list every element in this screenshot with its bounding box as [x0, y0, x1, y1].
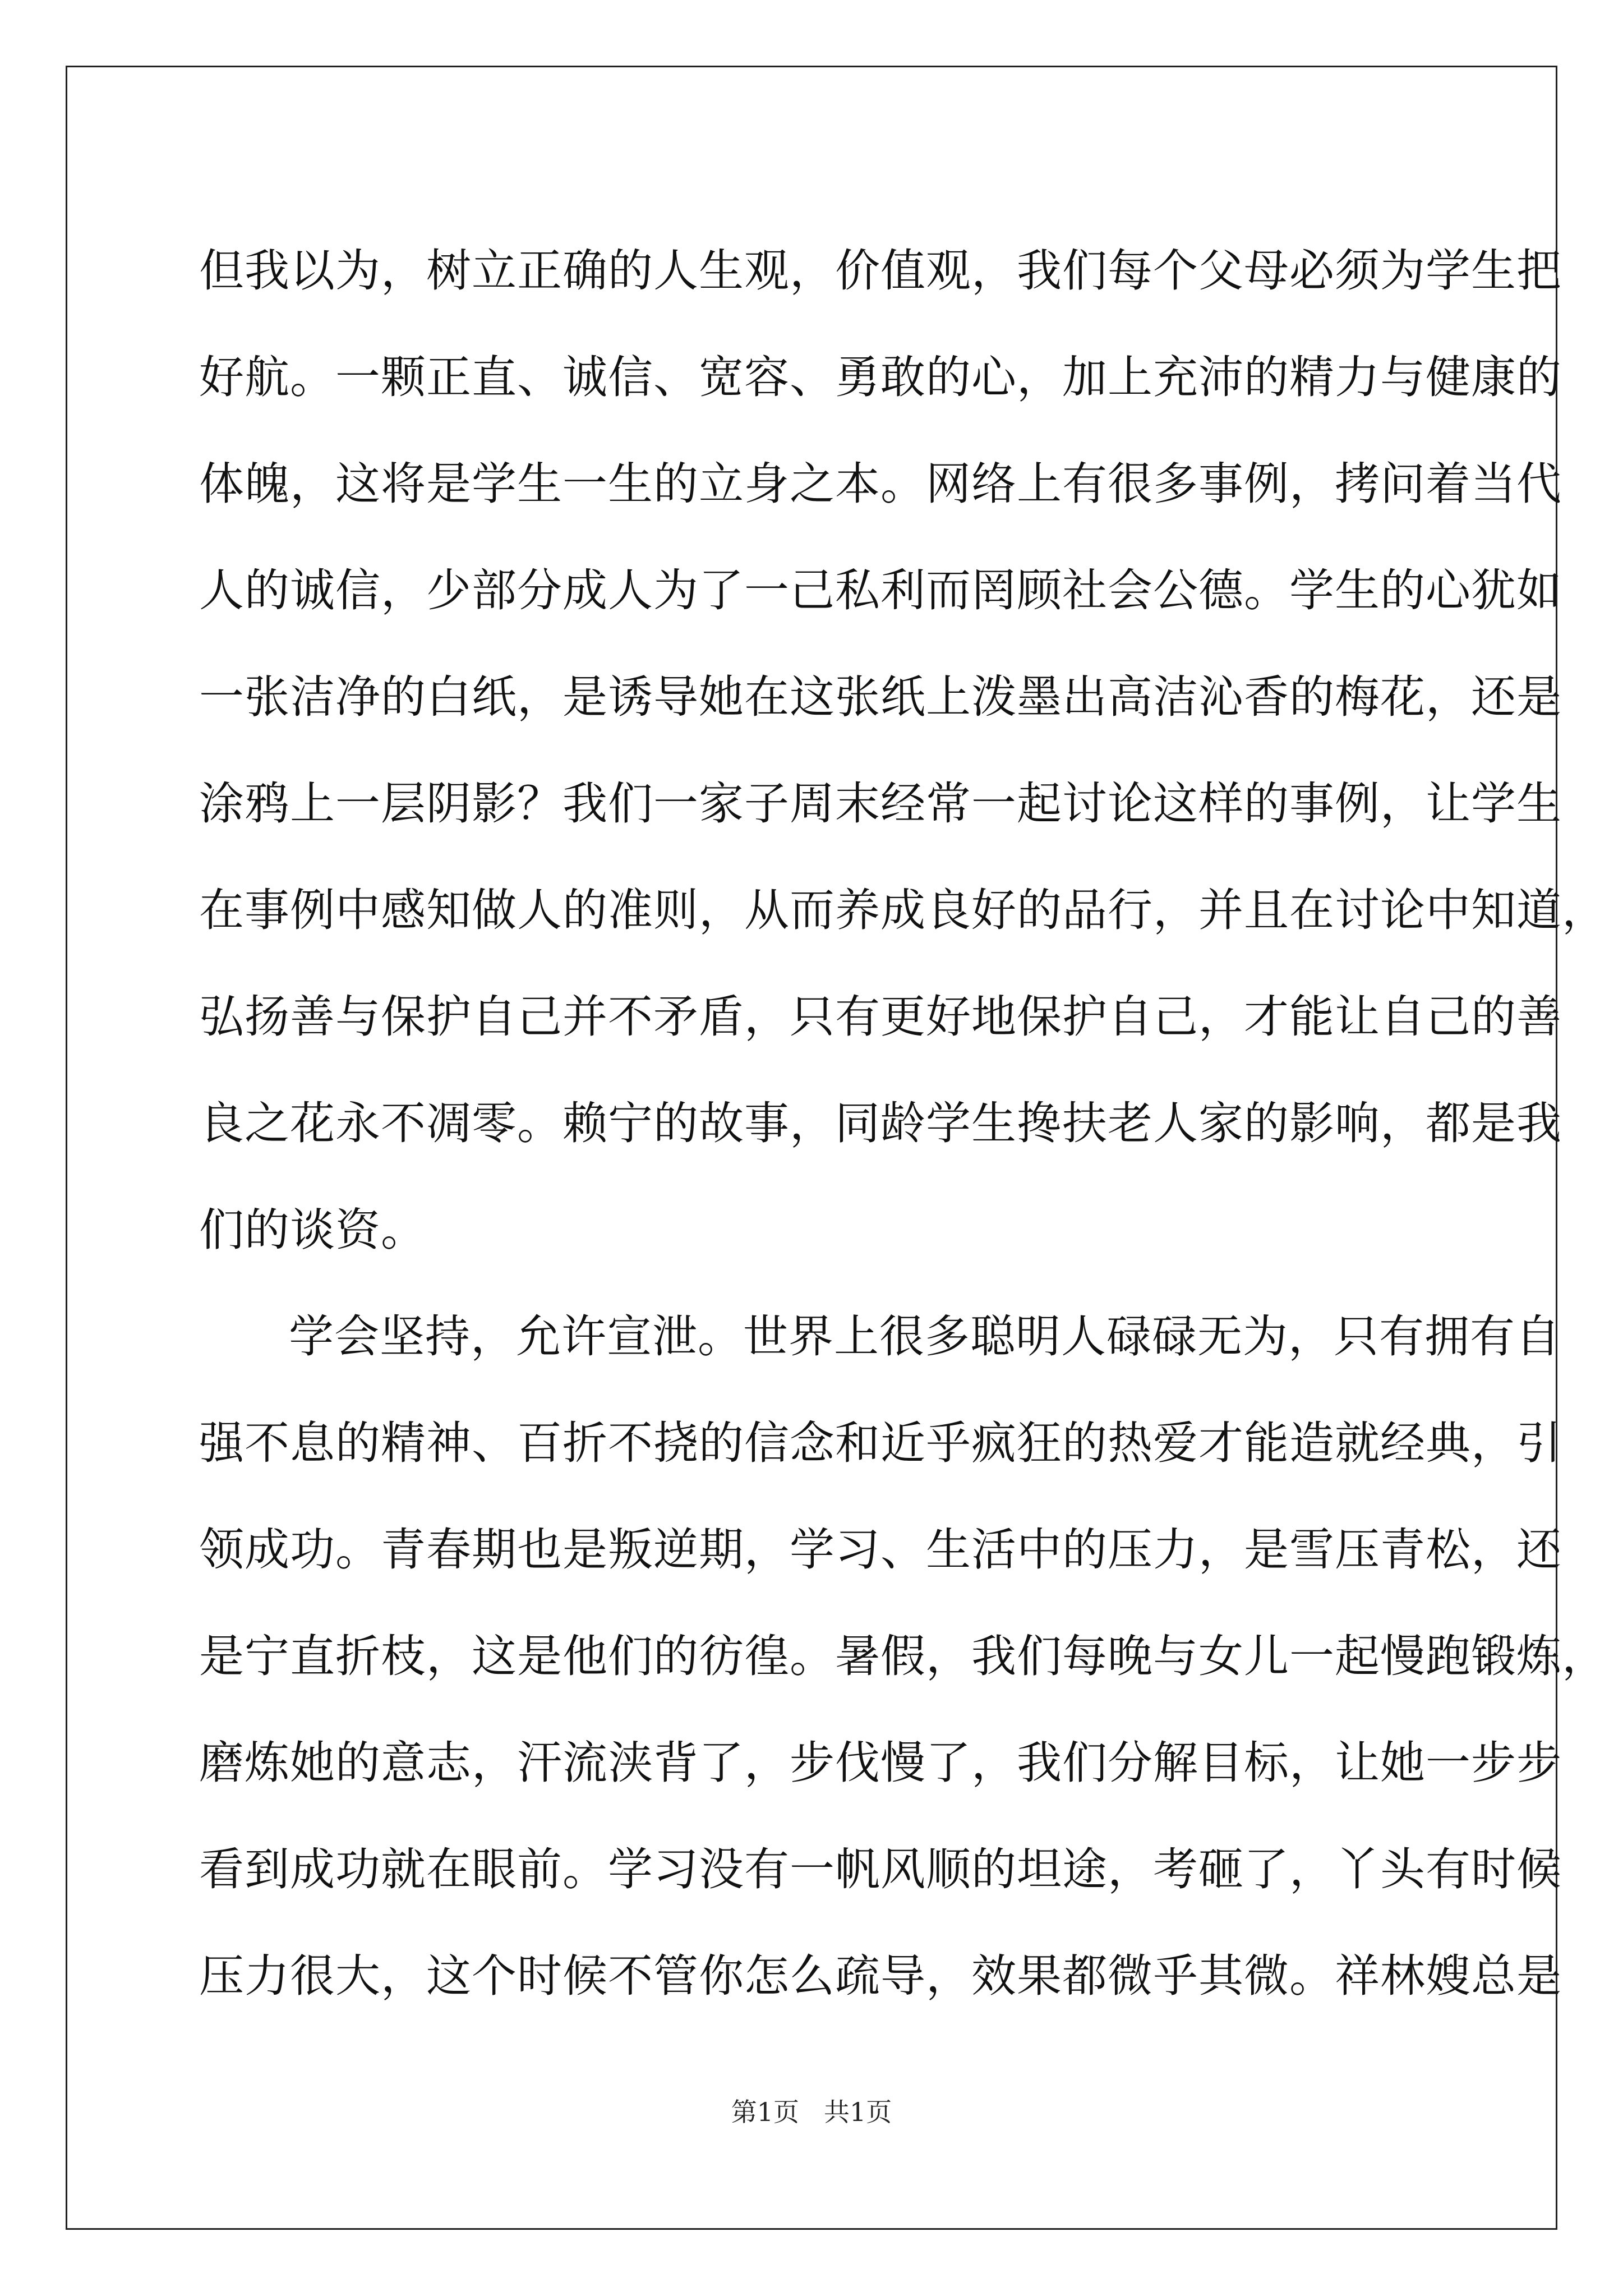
text-line: 领成功。青春期也是叛逆期，学习、生活中的压力，是雪压青松，还	[199, 1524, 1562, 1576]
text-line: 压力很大，这个时候不管你怎么疏导，效果都微乎其微。祥林嫂总是	[199, 1950, 1562, 2002]
text-line: 们的谈资。	[199, 1204, 426, 1256]
page-number: 第1页	[731, 2097, 799, 2127]
text-line: 好航。一颗正直、诚信、宽容、勇敢的心，加上充沛的精力与健康的	[199, 351, 1562, 403]
paragraph-2	[199, 1283, 1607, 2030]
text-line: 体魄，这将是学生一生的立身之本。网络上有很多事例，拷问着当代	[199, 458, 1562, 510]
text-line: 人的诚信，少部分成人为了一己私利而罔顾社会公德。学生的心犹如	[199, 564, 1562, 616]
text-line: 涂鸦上一层阴影？我们一家子周末经常一起讨论这样的事例，让学生	[199, 777, 1562, 830]
text-line: 磨炼她的意志，汗流浃背了，步伐慢了，我们分解目标，让她一步步	[199, 1737, 1562, 1789]
text-line: 一张洁净的白纸，是诱导她在这张纸上泼墨出高洁沁香的梅花，还是	[199, 671, 1562, 723]
paragraph-1	[199, 218, 1607, 1283]
text-line: 看到成功就在眼前。学习没有一帆风顺的坦途，考砸了，丫头有时候	[199, 1843, 1562, 1895]
text-line: 弘扬善与保护自己并不矛盾，只有更好地保护自己，才能让自己的善	[199, 991, 1562, 1043]
text-line: 但我以为，树立正确的人生观，价值观，我们每个父母必须为学生把	[199, 245, 1562, 297]
page-total: 共1页	[824, 2097, 892, 2127]
page-footer	[0, 2095, 1623, 2129]
text-line: 是宁直折枝，这是他们的彷徨。暑假，我们每晚与女儿一起慢跑锻炼，	[199, 1630, 1607, 1682]
text-line: 学会坚持，允许宣泄。世界上很多聪明人碌碌无为，只有拥有自	[289, 1310, 1561, 1363]
text-line: 良之花永不凋零。赖宁的故事，同龄学生搀扶老人家的影响，都是我	[199, 1097, 1562, 1149]
document-body	[199, 218, 1607, 2030]
text-line: 强不息的精神、百折不挠的信念和近乎疯狂的热爱才能造就经典，引	[199, 1417, 1562, 1469]
text-line: 在事例中感知做人的准则，从而养成良好的品行，并且在讨论中知道，	[199, 884, 1607, 936]
